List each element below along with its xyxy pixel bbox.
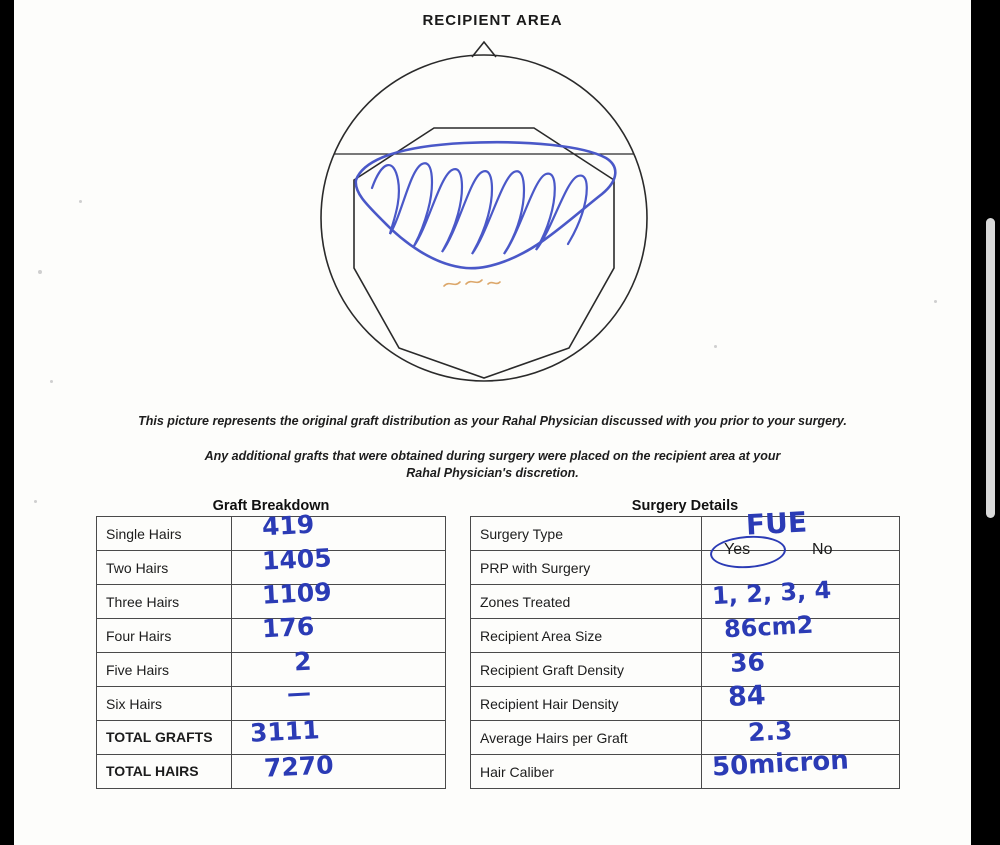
caption-line-1: This picture represents the original graft distribution as your Rahal Physician discussed with you prior to your surgery.	[138, 414, 847, 428]
recipient-zone-outline	[356, 142, 616, 268]
table-row	[471, 585, 900, 619]
handwritten-value: 36	[729, 647, 766, 678]
scan-speck	[38, 270, 42, 274]
right-gutter	[971, 0, 1000, 845]
orange-annotation	[444, 280, 500, 286]
row-label: Six Hairs	[97, 687, 232, 721]
prp-choice-cell	[702, 541, 900, 585]
scan-speck	[79, 200, 82, 203]
handwritten-value: 419	[261, 509, 316, 542]
table-row	[471, 551, 900, 585]
page-title: RECIPIENT AREA	[422, 12, 563, 29]
row-label: Five Hairs	[97, 653, 232, 687]
row-label: Hair Caliber	[471, 755, 702, 789]
graft-breakdown-heading: Graft Breakdown	[212, 498, 330, 514]
handwritten-value: —	[286, 678, 312, 708]
row-value	[232, 509, 446, 551]
row-value	[232, 543, 446, 585]
table-row	[97, 551, 446, 585]
row-value	[702, 575, 900, 619]
row-value	[702, 647, 900, 687]
prp-option-yes[interactable]: Yes	[724, 541, 751, 558]
prp-option-no[interactable]: No	[812, 541, 833, 558]
row-label: Single Hairs	[97, 517, 232, 551]
row-value	[232, 611, 446, 653]
row-label-total-hairs: TOTAL HAIRS	[97, 755, 232, 789]
row-value	[232, 750, 446, 789]
row-value	[702, 715, 900, 755]
table-row	[97, 721, 446, 755]
table-row	[97, 585, 446, 619]
row-label: Recipient Graft Density	[471, 653, 702, 687]
skull-outline-circle	[321, 55, 647, 381]
handwritten-value: 1109	[261, 577, 333, 610]
row-label: PRP with Surgery	[471, 551, 702, 585]
table-row	[471, 653, 900, 687]
row-label: Four Hairs	[97, 619, 232, 653]
scan-speck	[714, 345, 717, 348]
row-value	[232, 715, 446, 755]
handwritten-value: 86cm2	[723, 610, 815, 644]
table-row	[97, 653, 446, 687]
table-row	[471, 517, 900, 551]
vertical-scrollbar-track[interactable]	[986, 0, 998, 845]
head-polygon	[354, 128, 614, 378]
handwritten-value: 50micron	[711, 745, 850, 783]
handwritten-value: 2.3	[747, 715, 794, 748]
handwritten-value: 1, 2, 3, 4	[711, 575, 832, 611]
head-diagram	[294, 28, 674, 398]
row-value	[232, 646, 446, 687]
left-gutter	[0, 0, 14, 845]
handwritten-value: 176	[261, 611, 316, 644]
row-value	[702, 680, 900, 721]
row-label: Two Hairs	[97, 551, 232, 585]
surgery-details-heading: Surgery Details	[631, 498, 739, 514]
handwritten-value: 84	[727, 680, 767, 713]
table-row	[471, 721, 900, 755]
handwritten-value: 7270	[263, 750, 335, 783]
table-row	[471, 755, 900, 789]
handwritten-value: FUE	[745, 505, 808, 542]
row-value	[232, 678, 446, 721]
table-row	[97, 619, 446, 653]
handwritten-value: 2	[293, 646, 313, 677]
row-label: Recipient Area Size	[471, 619, 702, 653]
row-label: Surgery Type	[471, 517, 702, 551]
table-row	[97, 517, 446, 551]
handwritten-value: 1405	[261, 543, 333, 576]
scan-speck	[50, 380, 53, 383]
handwritten-value: 3111	[249, 715, 321, 748]
row-label: Average Hairs per Graft	[471, 721, 702, 755]
row-label: Zones Treated	[471, 585, 702, 619]
row-value	[702, 745, 900, 789]
table-row	[97, 687, 446, 721]
row-value	[702, 610, 900, 653]
row-label: Recipient Hair Density	[471, 687, 702, 721]
graft-breakdown-table	[96, 509, 446, 789]
scan-speck	[934, 300, 937, 303]
table-row	[471, 687, 900, 721]
table-row	[471, 619, 900, 653]
caption-line-2a: Any additional grafts that were obtained during surgery were placed on the recipient area at your	[204, 449, 781, 463]
row-label-total-grafts: TOTAL GRAFTS	[97, 721, 232, 755]
caption-line-2b: Rahal Physician's discretion.	[406, 466, 579, 480]
table-row	[97, 755, 446, 789]
caption-line-2	[14, 448, 971, 482]
vertical-scrollbar-thumb[interactable]	[986, 218, 995, 518]
row-value	[232, 577, 446, 619]
scanned-document-page	[14, 0, 971, 845]
scan-speck	[34, 500, 37, 503]
row-label: Three Hairs	[97, 585, 232, 619]
